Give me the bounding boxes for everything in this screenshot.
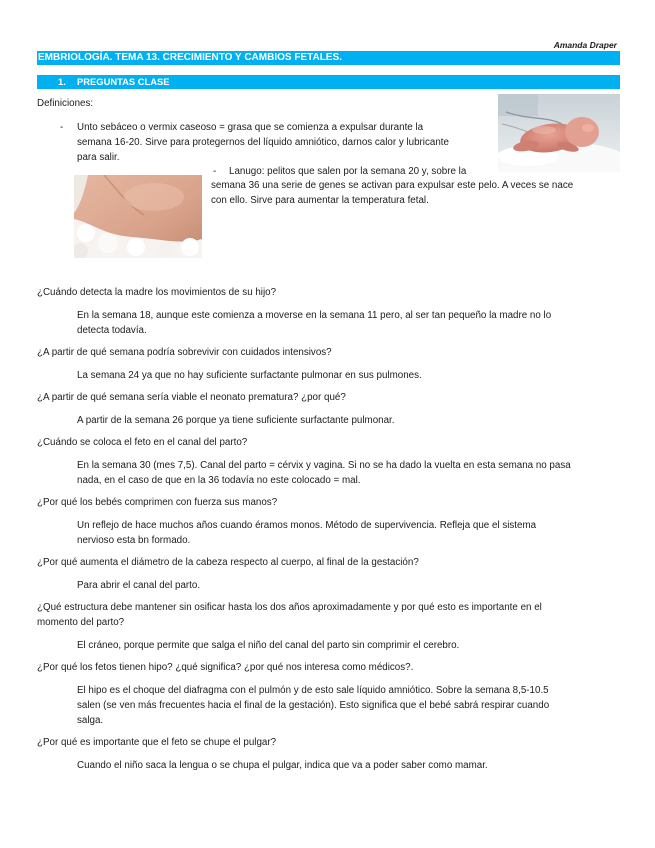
question-line: ¿A partir de qué semana podría sobrevivir con cuidados intensivos? [37, 347, 332, 358]
question [37, 735, 637, 750]
question-line: ¿Por qué aumenta el diámetro de la cabeza respecto al cuerpo, al final de la gestación? [37, 557, 419, 568]
question [37, 390, 637, 405]
author-name: Amanda Draper [553, 40, 617, 50]
answer [37, 308, 637, 338]
answer [37, 578, 637, 593]
qa-item [37, 660, 637, 728]
answer-line: nervioso esta bn formado. [77, 535, 191, 546]
definition-line: para salir. [77, 152, 120, 163]
qa-item [37, 390, 637, 428]
question-line: ¿Qué estructura debe mantener sin osificar hasta los dos años aproximadamente y por qué esto es importante en el [37, 602, 542, 613]
answer [37, 413, 637, 428]
section-number: 1. [58, 76, 66, 87]
question [37, 435, 637, 450]
section-title: PREGUNTAS CLASE [77, 76, 170, 87]
answer-line: Para abrir el canal del parto. [77, 580, 201, 591]
answer [37, 368, 637, 383]
definition-vermix [77, 120, 449, 165]
question [37, 660, 637, 675]
answer [37, 758, 637, 773]
answer-line: salga. [77, 715, 104, 726]
question [37, 600, 637, 630]
question [37, 285, 637, 300]
question [37, 495, 637, 510]
answer [37, 638, 637, 653]
question-line: ¿Por qué los bebés comprimen con fuerza sus manos? [37, 497, 278, 508]
question-line: ¿Cuándo detecta la madre los movimientos de su hijo? [37, 287, 277, 298]
question-line: ¿Cuándo se coloca el feto en el canal del parto? [37, 437, 248, 448]
qa-list [37, 285, 637, 780]
newborn-photo [498, 94, 620, 172]
answer-line: En la semana 30 (mes 7,5). Canal del parto = cérvix y vagina. Si no se ha dado la vuelta en esta semana no pasa [77, 460, 571, 471]
answer-line: nada, en el caso de que en la 36 todavía no este colocado = mal. [77, 475, 361, 486]
question [37, 345, 637, 360]
qa-item [37, 285, 637, 338]
question [37, 555, 637, 570]
question-line: ¿Por qué los fetos tienen hipo? ¿qué significa? ¿por qué nos interesa como médicos?. [37, 662, 414, 673]
qa-item [37, 345, 637, 383]
definition-line: Lanugo: pelitos que salen por la semana 20 y, sobre la [229, 166, 467, 177]
answer [37, 458, 637, 488]
question-line: ¿Por qué es importante que el feto se chupe el pulgar? [37, 737, 277, 748]
answer [37, 518, 637, 548]
definition-line: semana 36 una serie de genes se activan para expulsar este pelo. A veces se nace [211, 180, 574, 191]
question-line: momento del parto? [37, 617, 125, 628]
baby-back-photo [74, 175, 202, 258]
bullet-dash: - [213, 166, 217, 177]
answer-line: A partir de la semana 26 porque ya tiene suficiente surfactante pulmonar. [77, 415, 395, 426]
definition-line: semana 16-20. Sirve para protegernos del líquido amniótico, darnos calor y lubricante [77, 137, 449, 148]
qa-item [37, 435, 637, 488]
bullet-dash: - [60, 122, 64, 133]
qa-item [37, 495, 637, 548]
answer-line: Un reflejo de hace muchos años cuando éramos monos. Método de supervivencia. Refleja que el sistema [77, 520, 537, 531]
answer-line: detecta todavía. [77, 325, 147, 336]
document-title: EMBRIOLOGÍA. TEMA 13. CRECIMIENTO Y CAMBIOS FETALES. [38, 52, 342, 63]
definition-line: con ello. Sirve para aumentar la temperatura fetal. [211, 194, 429, 206]
definition-lanugo [211, 179, 573, 208]
answer-line: La semana 24 ya que no hay suficiente surfactante pulmonar en sus pulmones. [77, 370, 422, 381]
answer-line: salen (se ven más frecuentes hacia el final de la gestación). Esto significa que el bebé sabrá respirar cuando [77, 700, 550, 711]
qa-item [37, 600, 637, 653]
answer [37, 683, 637, 728]
document-title-bar [37, 51, 620, 65]
answer-line: En la semana 18, aunque este comienza a moverse en la semana 11 pero, al ser tan pequeño la madre no lo [77, 310, 552, 321]
definitions-label: Definiciones: [37, 98, 94, 109]
answer-line: El hipo es el choque del diafragma con el pulmón y de esto sale líquido amniótico. Sobre la semana 8,5-10.5 [77, 685, 549, 696]
qa-item [37, 735, 637, 773]
definition-line: Unto sebáceo o vermix caseoso = grasa que se comienza a expulsar durante la [77, 122, 424, 133]
answer-line: El cráneo, porque permite que salga el niño del canal del parto sin comprimir el cerebro. [77, 640, 460, 651]
qa-item [37, 555, 637, 593]
section-heading-bar [37, 75, 620, 89]
question-line: ¿A partir de qué semana sería viable el neonato prematura? ¿por qué? [37, 392, 346, 403]
answer-line: Cuando el niño saca la lengua o se chupa el pulgar, indica que va a poder saber como mamar. [77, 760, 488, 771]
